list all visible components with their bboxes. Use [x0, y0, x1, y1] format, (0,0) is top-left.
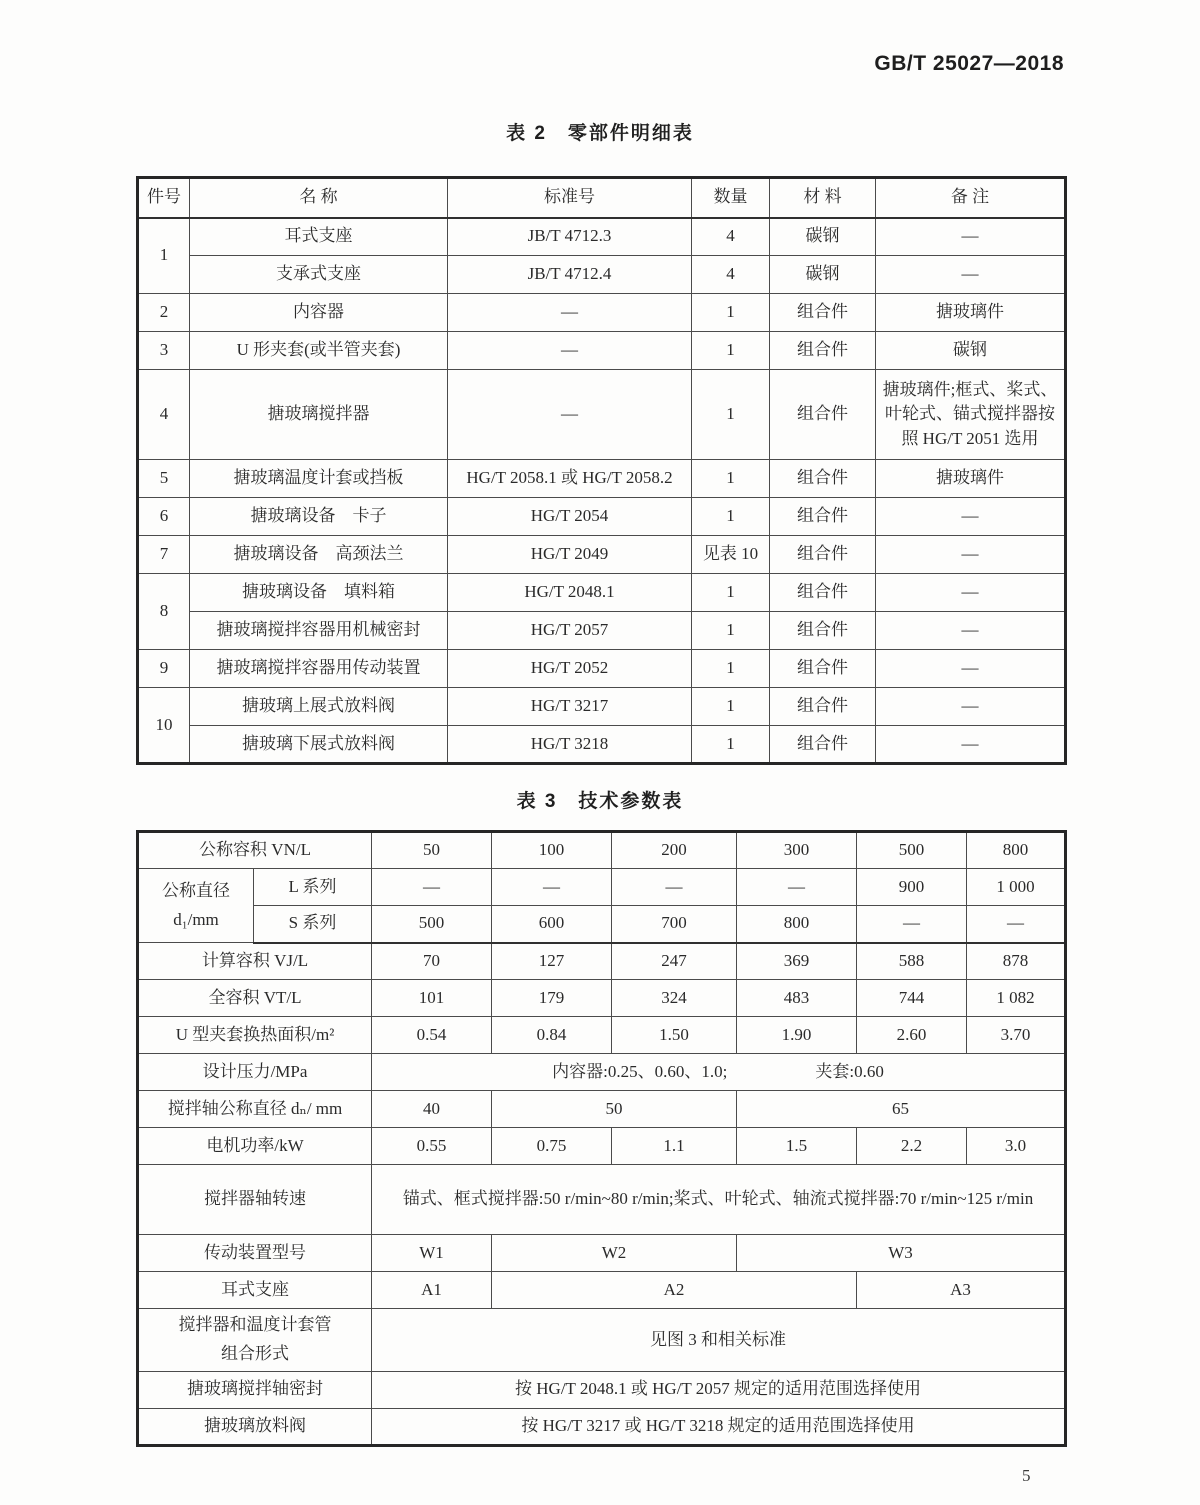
param-value-cell: 369 [737, 943, 857, 980]
part-name-cell: 搪玻璃搅拌器 [190, 370, 448, 460]
table-row [138, 574, 1066, 612]
material-cell: 组合件 [770, 460, 876, 498]
param-value-cell: 1.90 [737, 1017, 857, 1054]
material-cell: 组合件 [770, 612, 876, 650]
param-label-cell: 搅拌轴公称直径 dₙ/ mm [138, 1091, 372, 1128]
table-row [138, 460, 1066, 498]
table-row [138, 980, 1066, 1017]
col-header-mat: 材 料 [770, 178, 876, 218]
remark-cell: — [876, 726, 1066, 764]
param-label-cell: 公称容积 VN/L [138, 832, 372, 869]
design-pressure-jacket: 夹套:0.60 [815, 1061, 884, 1081]
part-name-cell: 支承式支座 [190, 256, 448, 294]
param-value-cell: 200 [612, 832, 737, 869]
param-value-cell: A3 [857, 1272, 1066, 1309]
param-label-line1: 搅拌器和温度计套管 [178, 1315, 332, 1334]
param-label-cell: U 型夹套换热面积/m² [138, 1017, 372, 1054]
part-no-cell: 9 [138, 650, 190, 688]
part-name-cell: 搪玻璃搅拌容器用传动装置 [190, 650, 448, 688]
part-name-cell: U 形夹套(或半管夹套) [190, 332, 448, 370]
standard-no-cell: — [448, 370, 692, 460]
param-value-cell: 1.1 [612, 1128, 737, 1165]
standard-no-cell: HG/T 2058.1 或 HG/T 2058.2 [448, 460, 692, 498]
part-no-cell: 5 [138, 460, 190, 498]
page-number: 5 [1022, 1466, 1031, 1485]
col-header-qty: 数量 [692, 178, 770, 218]
param-label-cell: 搅拌器轴转速 [138, 1165, 372, 1235]
param-value-cell: 800 [737, 906, 857, 943]
remark-cell: — [876, 218, 1066, 256]
standard-no-cell: JB/T 4712.4 [448, 256, 692, 294]
material-cell: 组合件 [770, 294, 876, 332]
param-value-cell: W2 [492, 1235, 737, 1272]
table2-header-row [138, 178, 1066, 218]
part-no-cell: 7 [138, 536, 190, 574]
remark-cell: — [876, 688, 1066, 726]
material-cell: 组合件 [770, 574, 876, 612]
param-value-cell: 1.50 [612, 1017, 737, 1054]
series-label-cell: S 系列 [254, 906, 372, 943]
table2-parts-list [136, 176, 1067, 765]
part-no-cell: 1 [138, 218, 190, 294]
part-name-cell: 搪玻璃设备 卡子 [190, 498, 448, 536]
table-row [138, 1128, 1066, 1165]
part-no-cell: 4 [138, 370, 190, 460]
param-value-cell: 1 082 [967, 980, 1066, 1017]
part-no-cell: 8 [138, 574, 190, 650]
param-value-cell: 500 [372, 906, 492, 943]
table-row [138, 256, 1066, 294]
param-value-cell: 2.2 [857, 1128, 967, 1165]
quantity-cell: 1 [692, 726, 770, 764]
quantity-cell: 1 [692, 688, 770, 726]
material-cell: 组合件 [770, 498, 876, 536]
param-value-cell: 247 [612, 943, 737, 980]
param-value-cell: — [612, 869, 737, 906]
col-header-note: 备 注 [876, 178, 1066, 218]
quantity-cell: 1 [692, 498, 770, 536]
table-row [138, 869, 1066, 906]
param-value-cell: 50 [372, 832, 492, 869]
param-value-cell: 100 [492, 832, 612, 869]
param-value-cell: 40 [372, 1091, 492, 1128]
table-row [138, 1272, 1066, 1309]
param-label-cell: 搪玻璃搅拌轴密封 [138, 1371, 372, 1408]
table-row [138, 1371, 1066, 1408]
remark-cell: — [876, 536, 1066, 574]
part-name-cell: 耳式支座 [190, 218, 448, 256]
material-cell: 组合件 [770, 536, 876, 574]
standard-no-cell: HG/T 3218 [448, 726, 692, 764]
standard-no-cell: — [448, 332, 692, 370]
param-value-cell: A2 [492, 1272, 857, 1309]
table-row [138, 536, 1066, 574]
col-header-std: 标准号 [448, 178, 692, 218]
part-name-cell: 搪玻璃上展式放料阀 [190, 688, 448, 726]
standard-no-cell: JB/T 4712.3 [448, 218, 692, 256]
table3-title: 表 3 技术参数表 [516, 791, 684, 812]
remark-cell: — [876, 574, 1066, 612]
table-row [138, 1165, 1066, 1235]
table-row [138, 370, 1066, 460]
quantity-cell: 1 [692, 370, 770, 460]
param-value-cell: 50 [492, 1091, 737, 1128]
quantity-cell: 1 [692, 332, 770, 370]
standard-no-cell: HG/T 2049 [448, 536, 692, 574]
part-name-cell: 搪玻璃下展式放料阀 [190, 726, 448, 764]
param-label-cell [138, 1309, 372, 1372]
table-row [138, 498, 1066, 536]
remark-cell: — [876, 498, 1066, 536]
param-label-cell: 设计压力/MPa [138, 1054, 372, 1091]
param-value-cell: 1 000 [967, 869, 1066, 906]
param-value-cell: 3.70 [967, 1017, 1066, 1054]
remark-cell: — [876, 256, 1066, 294]
material-cell: 组合件 [770, 332, 876, 370]
param-value-cell: 878 [967, 943, 1066, 980]
table-row [138, 1408, 1066, 1445]
param-value-cell: 500 [857, 832, 967, 869]
quantity-cell: 4 [692, 218, 770, 256]
param-value-cell: 101 [372, 980, 492, 1017]
param-label-line1: 公称直径 [162, 880, 230, 900]
param-label-cell: 耳式支座 [138, 1272, 372, 1309]
quantity-cell: 1 [692, 612, 770, 650]
standard-no-cell: HG/T 3217 [448, 688, 692, 726]
standard-code: GB/T 25027—2018 [874, 52, 1064, 75]
param-value-cell: 0.84 [492, 1017, 612, 1054]
design-pressure-inner: 内容器:0.25、0.60、1.0; [552, 1061, 728, 1081]
table-row [138, 332, 1066, 370]
param-value-cell: 见图 3 和相关标准 [372, 1309, 1066, 1372]
standard-no-cell: HG/T 2048.1 [448, 574, 692, 612]
remark-cell: — [876, 612, 1066, 650]
table-row [138, 1091, 1066, 1128]
material-cell: 组合件 [770, 370, 876, 460]
param-value-cell: — [967, 906, 1066, 943]
param-value-cell: 600 [492, 906, 612, 943]
part-name-cell: 搪玻璃搅拌容器用机械密封 [190, 612, 448, 650]
quantity-cell: 4 [692, 256, 770, 294]
table3-parameters [136, 830, 1067, 1447]
param-value-cell: 300 [737, 832, 857, 869]
param-value-cell: 0.75 [492, 1128, 612, 1165]
param-value-cell: W3 [737, 1235, 1066, 1272]
param-value-cell: — [857, 906, 967, 943]
table-row [138, 726, 1066, 764]
part-name-cell: 搪玻璃设备 高颈法兰 [190, 536, 448, 574]
series-label-cell: L 系列 [254, 869, 372, 906]
col-header-name: 名 称 [190, 178, 448, 218]
part-no-cell: 3 [138, 332, 190, 370]
material-cell: 组合件 [770, 726, 876, 764]
standard-no-cell: — [448, 294, 692, 332]
param-label-line2: 组合形式 [221, 1343, 289, 1363]
param-value-cell: 2.60 [857, 1017, 967, 1054]
param-value-cell: 800 [967, 832, 1066, 869]
param-value-cell: 锚式、框式搅拌器:50 r/min~80 r/min;桨式、叶轮式、轴流式搅拌器:70 r/min~125 r/min [372, 1165, 1066, 1235]
quantity-cell: 1 [692, 650, 770, 688]
part-no-cell: 10 [138, 688, 190, 764]
table-row [138, 906, 1066, 943]
remark-cell: 搪玻璃件 [876, 460, 1066, 498]
param-label-cell: 全容积 VT/L [138, 980, 372, 1017]
param-value-cell: 700 [612, 906, 737, 943]
param-value-cell: 0.54 [372, 1017, 492, 1054]
part-no-cell: 6 [138, 498, 190, 536]
material-cell: 碳钢 [770, 218, 876, 256]
quantity-cell: 1 [692, 460, 770, 498]
param-value-cell: 483 [737, 980, 857, 1017]
material-cell: 碳钢 [770, 256, 876, 294]
param-label-cell: 传动装置型号 [138, 1235, 372, 1272]
part-name-cell: 搪玻璃设备 填料箱 [190, 574, 448, 612]
standard-no-cell: HG/T 2052 [448, 650, 692, 688]
table-row [138, 1309, 1066, 1372]
table-row [138, 650, 1066, 688]
table-row [138, 612, 1066, 650]
standard-no-cell: HG/T 2057 [448, 612, 692, 650]
remark-cell: 碳钢 [876, 332, 1066, 370]
param-value-cell: 按 HG/T 3217 或 HG/T 3218 规定的适用范围选择使用 [372, 1408, 1066, 1445]
table-row [138, 832, 1066, 869]
param-label-cell [138, 869, 254, 943]
param-value-cell: 70 [372, 943, 492, 980]
param-value-cell: — [492, 869, 612, 906]
param-value-cell: A1 [372, 1272, 492, 1309]
table-row [138, 1235, 1066, 1272]
param-value-cell: — [737, 869, 857, 906]
standard-no-cell: HG/T 2054 [448, 498, 692, 536]
quantity-cell: 1 [692, 294, 770, 332]
table-row [138, 1017, 1066, 1054]
param-value-cell: 按 HG/T 2048.1 或 HG/T 2057 规定的适用范围选择使用 [372, 1371, 1066, 1408]
param-value-cell: 900 [857, 869, 967, 906]
param-value-cell: 324 [612, 980, 737, 1017]
remark-cell: — [876, 650, 1066, 688]
part-name-cell: 内容器 [190, 294, 448, 332]
table-row [138, 688, 1066, 726]
table-row [138, 1054, 1066, 1091]
material-cell: 组合件 [770, 650, 876, 688]
col-header-no: 件号 [138, 178, 190, 218]
param-value-cell: 3.0 [967, 1128, 1066, 1165]
param-value-cell: — [372, 869, 492, 906]
table-row [138, 943, 1066, 980]
param-label-cell: 搪玻璃放料阀 [138, 1408, 372, 1445]
material-cell: 组合件 [770, 688, 876, 726]
remark-cell: 搪玻璃件;框式、桨式、叶轮式、锚式搅拌器按照 HG/T 2051 选用 [876, 370, 1066, 460]
param-label-cell: 计算容积 VJ/L [138, 943, 372, 980]
param-value-cell: 0.55 [372, 1128, 492, 1165]
part-no-cell: 2 [138, 294, 190, 332]
param-value-cell: 1.5 [737, 1128, 857, 1165]
param-value-cell: W1 [372, 1235, 492, 1272]
remark-cell: 搪玻璃件 [876, 294, 1066, 332]
param-label-line2: d₁/mm [173, 909, 219, 929]
param-value-cell: 588 [857, 943, 967, 980]
table-row [138, 294, 1066, 332]
param-value-cell [372, 1054, 1066, 1091]
table2-title: 表 2 零部件明细表 [506, 123, 694, 144]
param-value-cell: 127 [492, 943, 612, 980]
param-value-cell: 179 [492, 980, 612, 1017]
table-row [138, 218, 1066, 256]
quantity-cell: 见表 10 [692, 536, 770, 574]
part-name-cell: 搪玻璃温度计套或挡板 [190, 460, 448, 498]
param-label-cell: 电机功率/kW [138, 1128, 372, 1165]
quantity-cell: 1 [692, 574, 770, 612]
param-value-cell: 65 [737, 1091, 1066, 1128]
param-value-cell: 744 [857, 980, 967, 1017]
